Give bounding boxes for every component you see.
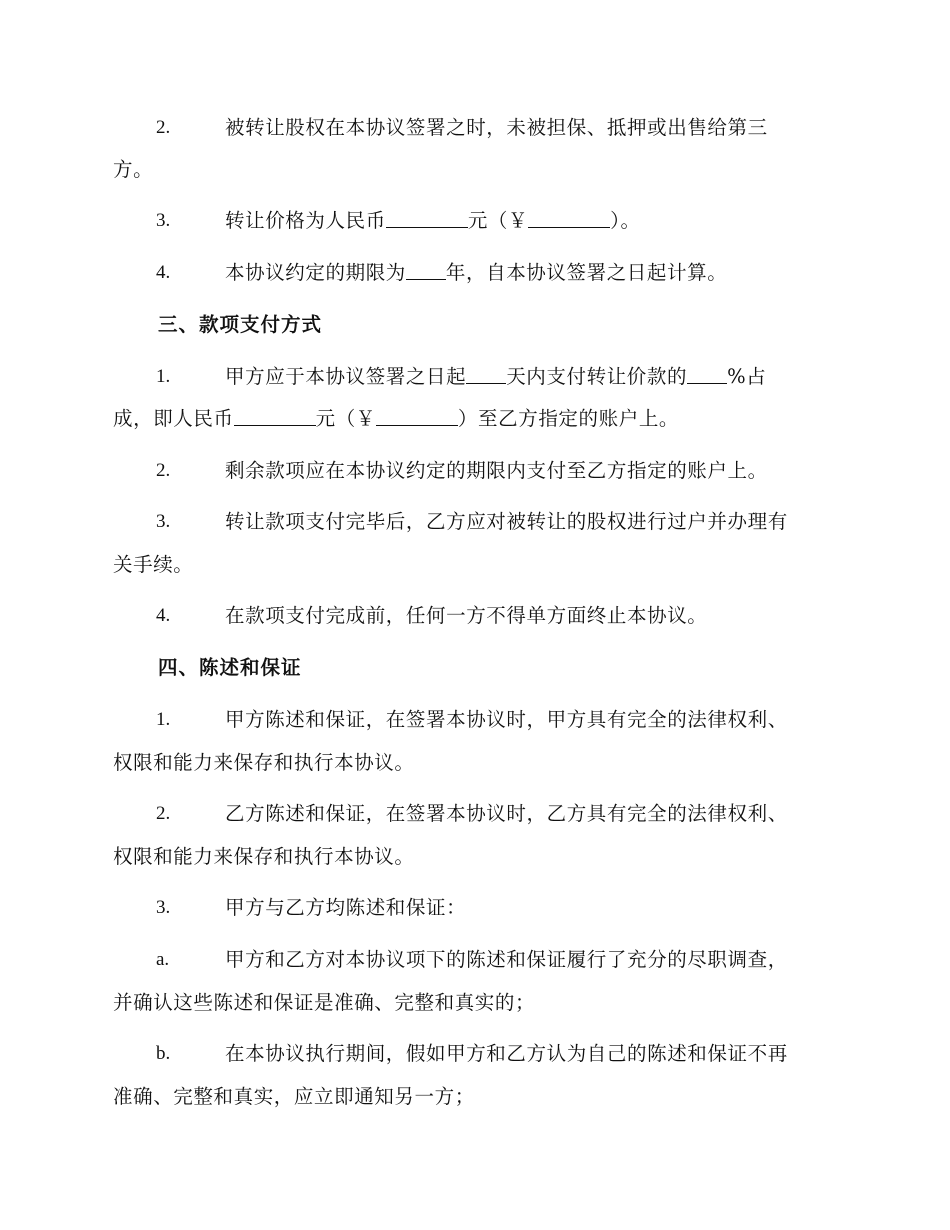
clause-text-continuation: 权限和能力来保存和执行本协议。 [113,845,415,868]
clause-number: 2. [156,460,171,481]
clause-text: 甲方和乙方对本协议项下的陈述和保证履行了充分的尽职调查， [225,948,788,971]
clause-text [225,204,641,238]
section-heading: 三、款项支付方式 [158,313,323,336]
clause-number: 1. [156,709,171,730]
clause-number: 3. [156,210,171,231]
clause-text: 甲方陈述和保证，在签署本协议时，甲方具有完全的法律权利、 [225,708,788,731]
clause-number: a. [156,949,170,970]
clause-text-part: 成，即人民币 [113,407,234,430]
clause-number: 4. [156,605,171,626]
clause-text-part: 甲方应于本协议签署之日起 [225,365,467,388]
clause-text-continuation [113,402,679,436]
clause-number: 3. [156,511,171,532]
fill-in-blank [386,205,468,228]
clause-text-part: %占 [727,365,767,388]
clause-text-part: 本协议约定的期限为 [225,261,406,284]
clause-text-part: 转让价格为人民币 [225,209,386,232]
clause-text: 剩余款项应在本协议约定的期限内支付至乙方指定的账户上。 [225,459,768,482]
clause-number: 2. [156,117,171,138]
clause-text-continuation: 准确、完整和真实，应立即通知另一方； [113,1085,475,1108]
clause-text-continuation: 关手续。 [113,553,194,576]
clause-text-part: 元（￥ [467,209,529,232]
fill-in-blank [406,257,446,280]
clause-number: 3. [156,897,171,918]
fill-in-blank [376,403,458,426]
clause-text: 甲方与乙方均陈述和保证： [225,896,467,919]
clause-text-part: ）。 [610,209,641,232]
clause-number: 2. [156,803,171,824]
clause-text-part: 天内支付转让价款的 [506,365,688,388]
clause-number: 1. [156,366,171,387]
clause-text-part: 年，自本协议签署之日起计算。 [445,261,728,284]
fill-in-blank [687,361,727,384]
fill-in-blank [466,361,506,384]
clause-number: b. [156,1043,171,1064]
clause-text [225,256,727,290]
clause-text-part: ）至乙方指定的账户上。 [457,407,680,430]
clause-number: 4. [156,262,171,283]
fill-in-blank [234,403,316,426]
clause-text: 在本协议执行期间，假如甲方和乙方认为自己的陈述和保证不再 [225,1042,788,1065]
clause-text: 乙方陈述和保证，在签署本协议时，乙方具有完全的法律权利、 [225,802,788,825]
clause-text: 被转让股权在本协议签署之时，未被担保、抵押或出售给第三 [225,116,768,139]
clause-text-continuation: 方。 [113,158,154,181]
clause-text-part: 元（￥ [315,407,376,430]
clause-text-continuation: 并确认这些陈述和保证是准确、完整和真实的； [113,991,536,1014]
fill-in-blank [528,205,610,228]
clause-text-continuation: 权限和能力来保存和执行本协议。 [113,751,415,774]
section-heading: 四、陈述和保证 [158,656,302,679]
clause-text: 转让款项支付完毕后，乙方应对被转让的股权进行过户并办理有 [225,510,788,533]
clause-text: 在款项支付完成前，任何一方不得单方面终止本协议。 [225,604,708,627]
clause-text [225,360,766,394]
